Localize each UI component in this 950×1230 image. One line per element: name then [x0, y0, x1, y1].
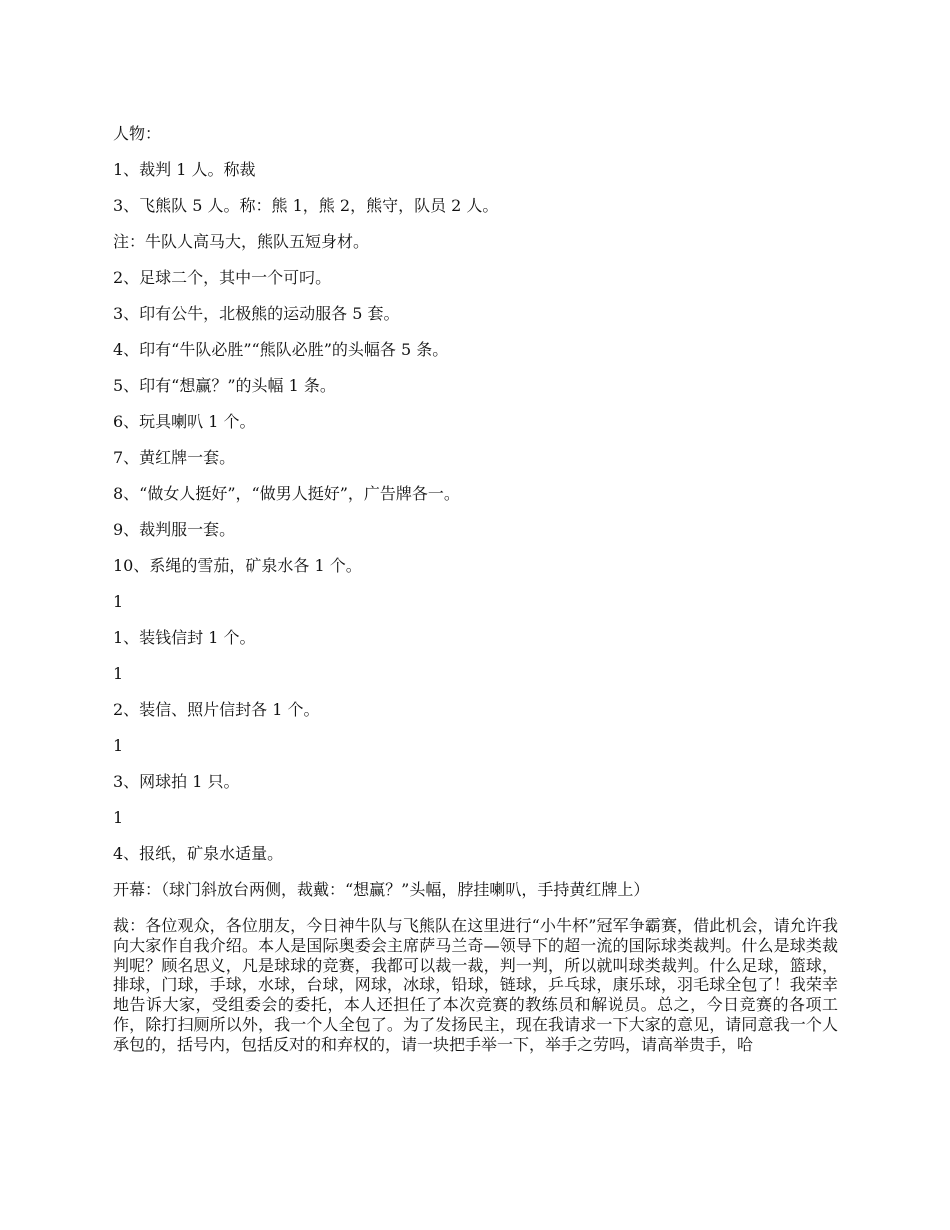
- text-line: 3、网球拍 1 只。: [113, 772, 240, 791]
- text-line: 10、系绳的雪茄，矿泉水各 1 个。: [113, 556, 362, 575]
- referee-speech-paragraph: 裁：各位观众，各位朋友，今日神牛队与飞熊队在这里进行“小牛杯”冠军争霸赛，借此机会，请允许我向大家作自我介绍。本人是国际奥委会主席萨马兰奇—领导下的超一流的国际球类裁判。什么是球类裁判呢？顾名思义，凡是球球的竞赛，我都可以裁一裁，判一判，所以就叫球类裁判。什么足球，篮球，排球，门球，手球，水球，台球，网球，冰球，铅球，链球，乒乓球，康乐球，羽毛球全包了！我荣幸地告诉大家，受组委会的委托，本人还担任了本次竞赛的教练员和解说员。总之，今日竞赛的各项工作，除打扫厕所以外，我一个人全包了。为了发扬民主，现在我请求一下大家的意见，请同意我一个人承包的，括号内，包括反对的和弃权的，请一块把手举一下，举手之劳吗，请高举贵手，哈: [113, 916, 838, 1054]
- text-line: 1: [113, 592, 124, 611]
- text-line: 7、黄红牌一套。: [113, 448, 236, 467]
- text-line: 3、印有公牛，北极熊的运动服各 5 套。: [113, 304, 400, 323]
- text-line: 1、装钱信封 1 个。: [113, 628, 256, 647]
- text-line: 9、裁判服一套。: [113, 520, 236, 539]
- opening-stage-direction: 开幕：（球门斜放台两侧，裁戴：“想赢？”头幅，脖挂喇叭，手持黄红牌上）: [113, 880, 650, 899]
- text-line: 1: [113, 736, 124, 755]
- text-line: 2、装信、照片信封各 1 个。: [113, 700, 320, 719]
- text-line: 1: [113, 664, 124, 683]
- text-line: 8、“做女人挺好”，“做男人挺好”，广告牌各一。: [113, 484, 460, 503]
- text-line: 注：牛队人高马大，熊队五短身材。: [113, 232, 370, 251]
- text-line: 1: [113, 808, 124, 827]
- text-line: 3、飞熊队 5 人。称：熊 1，熊 2，熊守，队员 2 人。: [113, 196, 499, 215]
- text-line: 1、裁判 1 人。称裁: [113, 160, 256, 179]
- cast-heading: 人物：: [113, 124, 162, 143]
- document-page: [113, 124, 838, 1055]
- text-line: 4、报纸，矿泉水适量。: [113, 844, 284, 863]
- text-line: 6、玩具喇叭 1 个。: [113, 412, 256, 431]
- text-line: 4、印有“牛队必胜”“熊队必胜”的头幅各 5 条。: [113, 340, 449, 359]
- text-line: 5、印有“想赢？”的头幅 1 条。: [113, 376, 336, 395]
- text-line: 2、足球二个，其中一个可叼。: [113, 268, 332, 287]
